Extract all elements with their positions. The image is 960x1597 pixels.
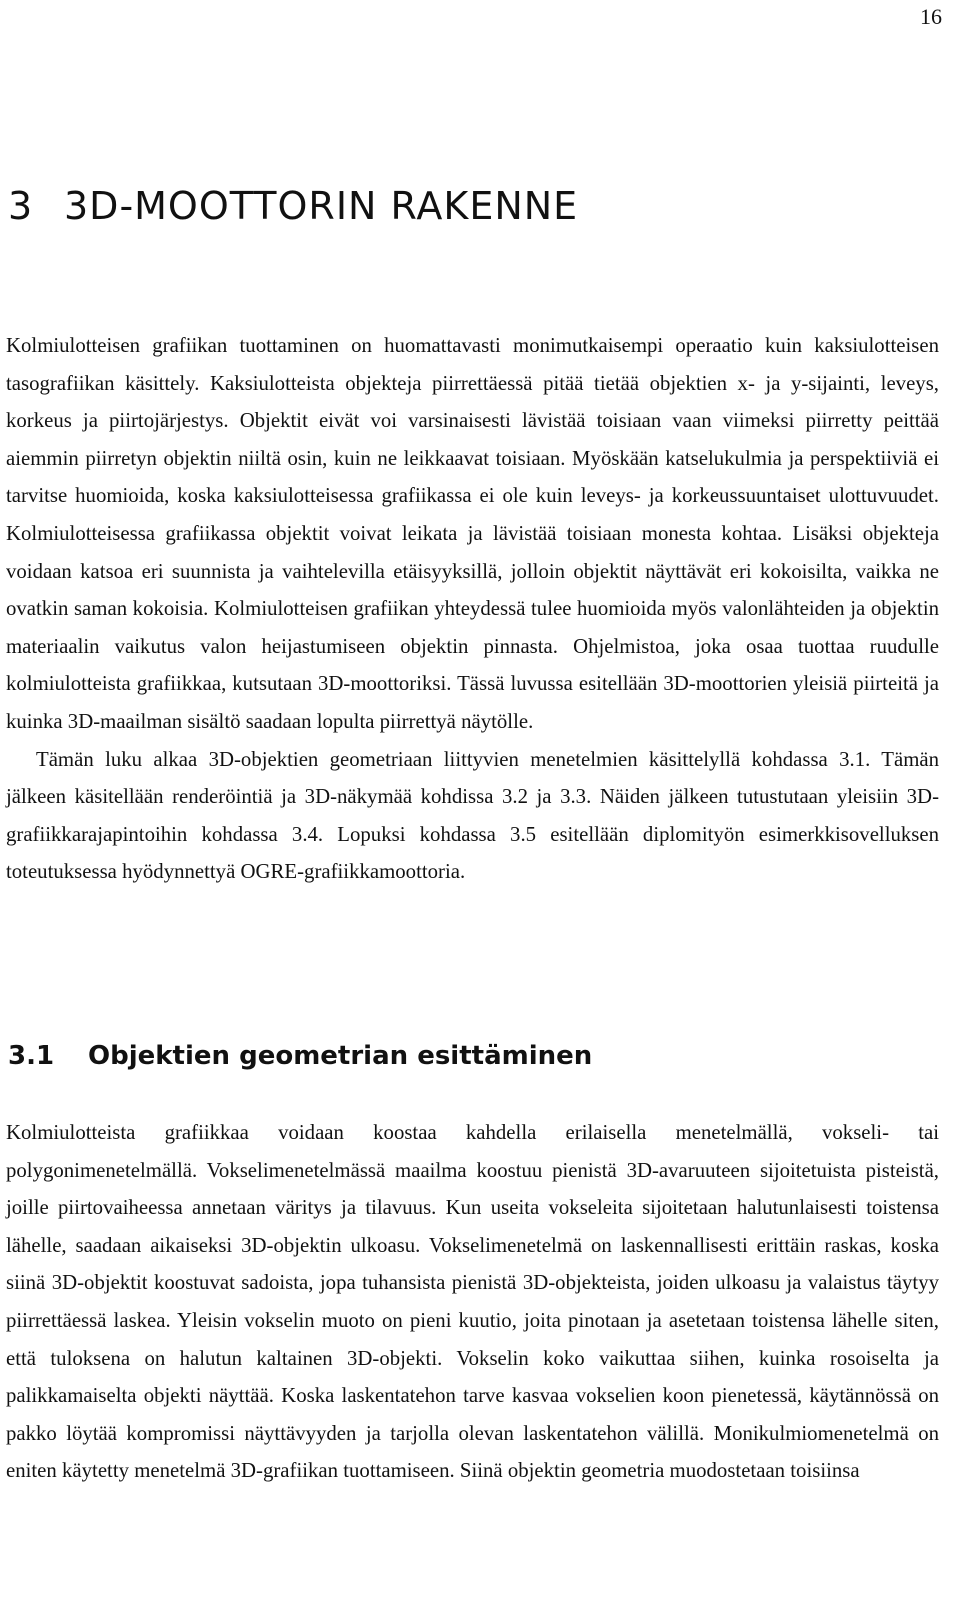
section-number: 3.1: [8, 1041, 55, 1071]
section-paragraph-1: Kolmiulotteista grafiikkaa voidaan koostaa kahdella erilaisella menetelmällä, vokseli- tai polygonimenetelmällä. Vokselimenetelmässä maailma koostuu pienistä 3D-avaruuteen sijoitetuista pisteistä, joille piirtovaiheessa annetaan väritys ja tilavuus. Kun useita vokseleita sijoitetaan halutunlaisesti toistensa lähelle, saadaan aikaiseksi 3D-objektin ulkoasu. Vokselimenetelmä on laskennallisesti erittäin raskas, koska siinä 3D-objektit koostuvat sadoista, jopa tuhansista pienistä 3D-objekteista, joiden ulkoasu ja valaistus täytyy piirrettäessä laskea. Yleisin vokselin muoto on pieni kuutio, joita pinotaan ja asetetaan toistensa lähelle siten, että tuloksena on halutun kaltainen 3D-objekti. Vokselin koko vaikuttaa siihen, kuinka rosoiselta ja palikkamaiselta objekti näyttää. Koska laskentatehon tarve kasvaa vokselien koon pienetessä, käytännössä on pakko löytää kompromissi näyttävyyden ja tarjolla olevan laskentatehon välillä. Monikulmiomenetelmä on eniten käytetty menetelmä 3D-grafiikan tuottamiseen. Siinä objektin geometria muodostetaan toisiinsa: [6, 1121, 939, 1483]
chapter-number: 3: [8, 184, 34, 228]
chapter-heading: [8, 184, 578, 228]
chapter-body: [6, 327, 939, 891]
section-title: Objektien geometrian esittäminen: [88, 1041, 593, 1071]
section-body: [6, 1114, 939, 1490]
chapter-title: 3D-MOOTTORIN RAKENNE: [64, 184, 579, 228]
page-number: 16: [920, 4, 942, 29]
chapter-paragraph-2: Tämän luku alkaa 3D-objektien geometriaan liittyvien menetelmien käsittelyllä kohdassa 3.1. Tämän jälkeen käsitellään renderöintiä ja 3D-näkymää kohdissa 3.2 ja 3.3. Näiden jälkeen tutustutaan yleisiin 3D-grafiikkarajapintoihin kohdassa 3.4. Lopuksi kohdassa 3.5 esitellään diplomityön esimerkkisovelluksen toteutuksessa hyödynnettyä OGRE-grafiikkamoottoria.: [6, 747, 939, 884]
section-heading: [8, 1041, 592, 1071]
chapter-paragraph-1: Kolmiulotteisen grafiikan tuottaminen on huomattavasti monimutkaisempi operaatio kuin kaksiulotteisen tasografiikan käsittely. Kaksiulotteista objekteja piirrettäessä pitää tietää objektien x- ja y-sijainti, leveys, korkeus ja piirtojärjestys. Objektit eivät voi varsinaisesti lävistää toisiaan vaan viimeksi piirretty peittää aiemmin piirretyn objektin niiltä osin, kuin ne leikkaavat toisiaan. Myöskään katselukulmia ja perspektiiviä ei tarvitse huomioida, koska kaksiulotteisessa grafiikassa ei ole kuin leveys- ja korkeussuuntaiset ulottuvuudet. Kolmiulotteisessa grafiikassa objektit voivat leikata ja lävistää toisiaan monesta kohtaa. Lisäksi objekteja voidaan katsoa eri suunnista ja vaihtelevilla etäisyyksillä, jolloin objektit näyttävät eri kokoisilta, vaikka ne ovatkin saman kokoisia. Kolmiulotteisen grafiikan yhteydessä tulee huomioida myös valonlähteiden ja objektin materiaalin vaikutus valon heijastumiseen objektin pinnasta. Ohjelmistoa, joka osaa tuottaa ruudulle kolmiulotteista grafiikkaa, kutsutaan 3D-moottoriksi. Tässä luvussa esitellään 3D-moottorien yleisiä piirteitä ja kuinka 3D-maailman sisältö saadaan lopulta piirrettyä näytölle.: [6, 334, 939, 733]
